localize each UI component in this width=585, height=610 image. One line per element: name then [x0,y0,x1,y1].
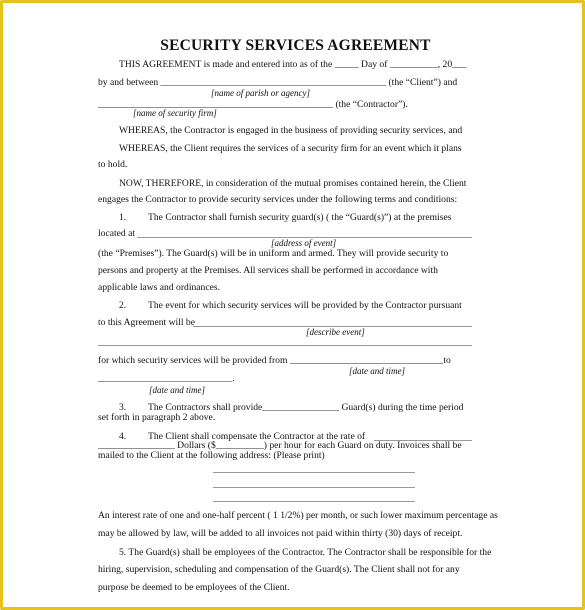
clause-3-number: 3. [119,402,127,413]
end-date-line: ____________________________. [98,373,235,384]
describe-event-label: [describe event] [306,327,365,337]
contractor-line: _________________________________________________ (the “Contractor”). [98,99,408,110]
services-from-line: for which security services will be provided from ________________________________to [98,355,451,366]
clause-5-cont-2: purpose be deemed to be employees of the Client. [98,582,290,593]
address-blank-2 [213,487,415,488]
mailing-address-line: mailed to the Client at the following address: (Please print) [98,450,325,461]
clause-2-number: 2. [119,300,127,311]
clause-5-text: 5. The Guard(s) shall be employees of the Contractor. The Contractor shall be responsible for the [119,547,492,558]
clause-3-cont: set forth in paragraph 2 above. [98,412,216,423]
premises-line: (the “Premises”). The Guard(s) will be in uniform and armed. They will provide security to [98,248,449,259]
event-will-be-label: to this Agreement will be [98,317,195,328]
event-underline-2 [98,345,472,346]
clause-5-cont: hiring, supervision, scheduling and compensation of the Guard(s). The Client shall not for any [98,564,460,575]
now-therefore-cont: engages the Contractor to provide security services under the following terms and conditions: [98,194,458,205]
end-date-label: [date and time] [149,385,205,395]
clause-1-text: The Contractor shall furnish security guard(s) ( the “Guard(s)”) at the premises [148,212,452,223]
clause-4-number: 4. [119,431,127,442]
clause-4-text: The Client shall compensate the Contractor at the rate of [148,431,366,442]
dollars-line: ________________ Dollars ($__________) per hour for each Guard on duty. Invoices shall be [98,440,462,451]
contractor-name-label: [name of security firm] [133,108,217,118]
agreement-date-line: THIS AGREEMENT is made and entered into as of the _____ Day of __________, 20___ [119,59,467,70]
client-line: by and between _______________________________________________ (the “Client”) and [98,77,458,88]
start-date-label: [date and time] [349,366,405,376]
address-label: [address of event] [271,238,337,248]
whereas-2: WHEREAS, the Client requires the services of a security firm for an event which it plans [119,143,462,154]
persons-property-line: persons and property at the Premises. All services shall be performed in accordance with [98,265,438,276]
bottom-fade [21,595,570,610]
address-blank-3 [213,501,415,502]
client-name-label: [name of parish or agency] [211,88,310,98]
address-blank-1 [213,472,415,473]
located-at-label: located at [98,228,136,239]
clause-1-number: 1. [119,212,127,223]
laws-line: applicable laws and ordinances. [98,282,221,293]
whereas-1: WHEREAS, the Contractor is engaged in the business of providing security services, and [119,125,463,136]
clause-2-text: The event for which security services will be provided by the Contractor pursuant [148,300,462,311]
interest-rate-cont: may be allowed by law, will be added to all invoices not paid within thirty (30) days of receipt. [98,528,463,539]
whereas-2-cont: to hold. [98,159,128,170]
clause-3-text: The Contractors shall provide________________ Guard(s) during the time period [148,402,464,413]
interest-rate-line: An interest rate of one and one-half percent ( 1 1/2%) per month, or such lower maximum percentage as [98,510,498,521]
now-therefore: NOW, THEREFORE, in consideration of the mutual promises contained herein, the Client [119,178,467,189]
document-page [21,13,570,610]
document-title: SECURITY SERVICES AGREEMENT [160,37,431,54]
